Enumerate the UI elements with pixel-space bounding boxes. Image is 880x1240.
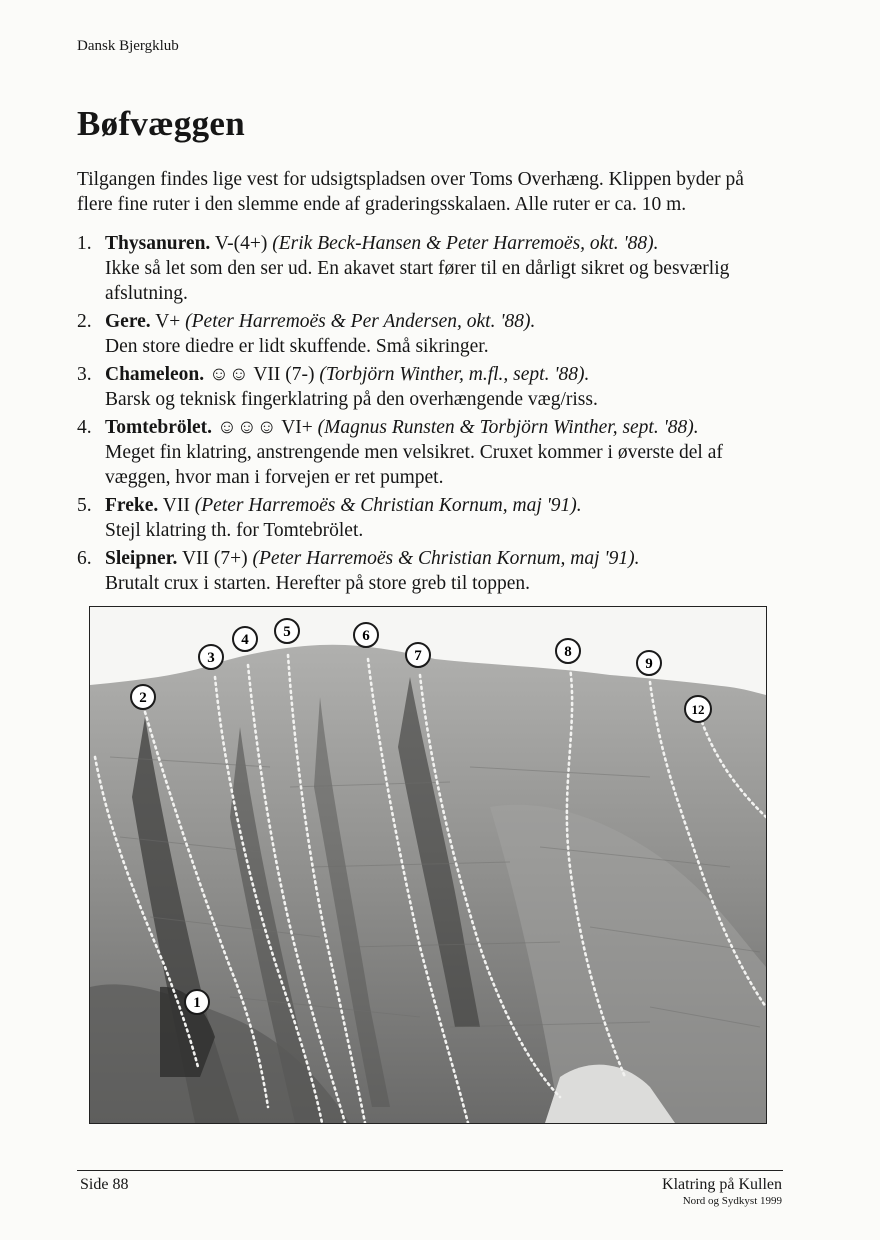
route-grade: VII (7+): [181, 548, 248, 569]
topo-drawing: [90, 607, 766, 1123]
route-credit: (Peter Harremoës & Christian Kornum, maj '91).: [194, 495, 582, 516]
footer-divider: [77, 1170, 783, 1171]
route-marker-9: [637, 651, 661, 675]
route-number: 5.: [77, 495, 92, 516]
book-subtitle: Nord og Sydkyst 1999: [682, 1195, 782, 1207]
route-number: 3.: [77, 364, 92, 385]
svg-text:5: 5: [283, 624, 291, 640]
svg-text:8: 8: [564, 644, 572, 660]
route-description: Brutalt crux i starten. Herefter på store greb til toppen.: [105, 573, 531, 594]
route-number: 1.: [77, 233, 92, 254]
route-grade: V-(4+): [214, 233, 268, 254]
page-number: Side 88: [80, 1176, 129, 1193]
route-name: Thysanuren.: [105, 233, 211, 254]
route-grade: ☺☺☺ VI+: [216, 417, 313, 438]
footer-book-info: [662, 1176, 782, 1207]
route-marker-4: [233, 627, 257, 651]
route-credit: (Torbjörn Winther, m.fl., sept. '88).: [319, 364, 590, 385]
route-marker-7: [406, 643, 430, 667]
route-name: Sleipner.: [105, 548, 178, 569]
route-item: [77, 546, 777, 596]
route-marker-5: [275, 619, 299, 643]
page-title: Bøfvæggen: [77, 104, 245, 143]
route-marker-1: [185, 990, 209, 1014]
route-marker-3: [199, 645, 223, 669]
route-number: 6.: [77, 548, 92, 569]
svg-text:1: 1: [193, 995, 201, 1011]
route-description: Barsk og teknisk fingerklatring på den overhængende væg/riss.: [105, 389, 598, 410]
running-header: Dansk Bjergklub: [77, 38, 179, 54]
svg-text:3: 3: [207, 650, 215, 666]
svg-text:9: 9: [645, 656, 653, 672]
route-name: Tomtebrölet.: [105, 417, 213, 438]
route-item: [77, 231, 777, 306]
route-description: Ikke så let som den ser ud. En akavet start fører til en dårligt sikret og besværlig afslutning.: [105, 258, 730, 304]
crag-topo-photo: [89, 606, 767, 1124]
route-marker-6: [354, 623, 378, 647]
route-name: Gere.: [105, 311, 151, 332]
book-title: Klatring på Kullen: [662, 1176, 782, 1193]
svg-text:12: 12: [691, 702, 705, 717]
route-credit: (Magnus Runsten & Torbjörn Winther, sept. '88).: [317, 417, 699, 438]
route-grade: V+: [155, 311, 181, 332]
route-marker-12: [685, 696, 711, 722]
route-number: 4.: [77, 417, 92, 438]
route-item: [77, 493, 777, 543]
route-credit: (Peter Harremoës & Per Andersen, okt. '88).: [185, 311, 536, 332]
route-item: [77, 415, 777, 490]
intro-paragraph: Tilgangen findes lige vest for udsigtspladsen over Toms Overhæng. Klippen byder på flere fine ruter i den slemme ende af graderingsskalaen. Alle ruter er ca. 10 m.: [77, 169, 744, 215]
route-grade: ☺☺ VII (7-): [209, 364, 315, 385]
route-item: [77, 362, 777, 412]
route-grade: VII: [162, 495, 190, 516]
route-item: [77, 309, 777, 359]
route-description: Meget fin klatring, anstrengende men velsikret. Cruxet kommer i øverste del af væggen, hvor man i forvejen er ret pumpet.: [105, 442, 723, 488]
route-credit: (Erik Beck-Hansen & Peter Harremoës, okt. '88).: [272, 233, 659, 254]
route-credit: (Peter Harremoës & Christian Kornum, maj '91).: [252, 548, 640, 569]
route-marker-8: [556, 639, 580, 663]
route-marker-2: [131, 685, 155, 709]
svg-text:7: 7: [414, 648, 422, 664]
route-list: [77, 231, 777, 599]
route-number: 2.: [77, 311, 92, 332]
svg-text:6: 6: [362, 628, 370, 644]
route-description: Den store diedre er lidt skuffende. Små sikringer.: [105, 336, 489, 357]
route-name: Freke.: [105, 495, 159, 516]
svg-text:4: 4: [241, 632, 249, 648]
route-description: Stejl klatring th. for Tomtebrölet.: [105, 520, 364, 541]
route-name: Chameleon.: [105, 364, 205, 385]
svg-text:2: 2: [139, 690, 147, 706]
